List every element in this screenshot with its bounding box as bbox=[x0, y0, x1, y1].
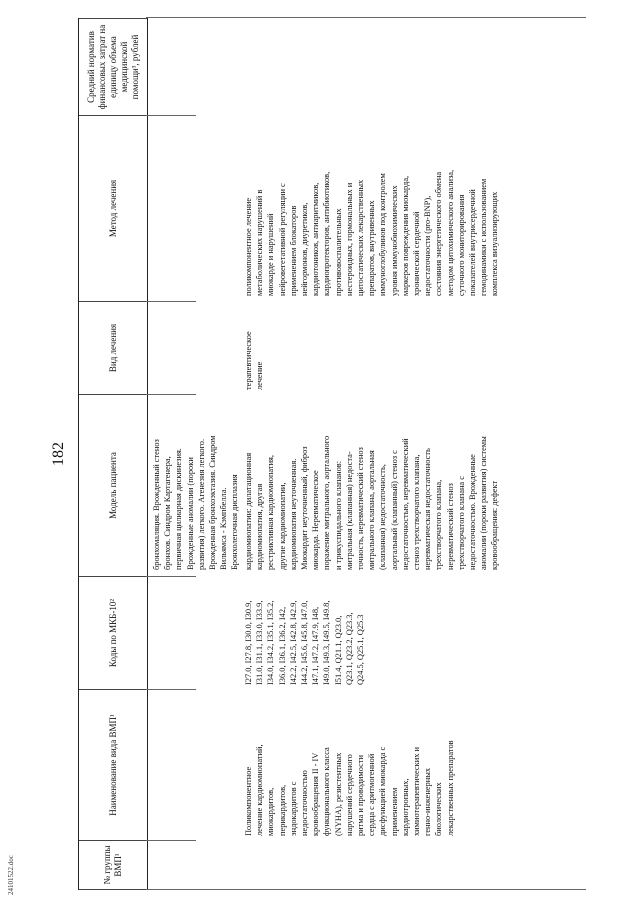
rotated-document-page bbox=[48, 18, 608, 890]
column-rule bbox=[146, 394, 196, 395]
column-rule bbox=[146, 689, 196, 690]
column-rule bbox=[146, 889, 586, 890]
cell-treatment-type: терапевтическое лечение bbox=[244, 331, 265, 390]
table-header bbox=[78, 18, 148, 890]
patient-model-continuation: бронхомаляция. Врожденный стеноз бронхов. Синдром Картагенера, первичная цилиарная дискинезия. Врожденные аномалии (пороки развития) легкого. Агенезия легкого. Врожденная бронхоэктазия. Синдром Вильямса - Кэмпбелла. Бронхолегочная дисплазия bbox=[152, 435, 240, 570]
header-group-number: № группы ВМП¹ bbox=[79, 841, 147, 890]
cell-patient-model: кардиомиопатии: дилатационная кардиомиопатия, другая рестриктивная кардиомиопатия, другие кардиомиопатии, кардиомиопатия неуточненная. Миокардит неуточненный, фиброз миокарда. Неревматическое поражение митрального, аортального и трикуспидального клапанов: митральная (клапанная) недоста- точность, неревматический стеноз митрального клапана, аортальная (клапанная) недостаточность, аортальный (клапанный) стеноз с недостаточностью, неревматический стеноз трехстворчатого клапана, неревматическая недостаточность трехстворчатого клапана, неревматический стеноз трехстворчатого клапана с недостаточностью. Врожденные аномалии (пороки развития) системы кровообращения: дефект bbox=[244, 435, 500, 570]
header-cost: Средний норматив финансовых затрат на единицу объема медицинской помощи³, рублей bbox=[79, 18, 147, 116]
column-rule bbox=[146, 576, 196, 577]
header-treatment-method: Метод лечения bbox=[79, 116, 147, 302]
header-hmp-type: Наименование вида ВМП¹ bbox=[79, 690, 147, 841]
header-icd-codes: Коды по МКБ-10² bbox=[79, 577, 147, 690]
document-id: 24101522.doc bbox=[7, 855, 15, 895]
cell-hmp-type: Поликомпонентное лечение кардиомиопатий, миокардитов, перикардитов, эндокардитов с недостаточностью кровообращения II - IV функционального класса (NYHA), резистентных нарушений сердечного ритма и проводимости сердца с аритмогенной дисфункцией миокарда с применением кардиотропных, химиотерапевтических и генно-инженерных биологических лекарственных препаратов bbox=[244, 740, 455, 836]
header-patient-model: Модель пациента bbox=[79, 395, 147, 577]
column-rule bbox=[146, 301, 196, 302]
header-treatment-type: Вид лечения bbox=[79, 302, 147, 395]
page-number: 182 bbox=[50, 442, 67, 466]
cell-icd-codes: I27.0, I27.8, I30.0, I30.9, I31.0, I31.1, I33.0, I33.9, I34.0, I34.2, I35.1, I35.2, I36.0, I36.1, I36.2, I42, I42.2, I42.5, I42.8, I42.9, I44.2, I45.6, I45.8, I47.0, I47.1, I47.2, I47.9, I48, I49.0, I49.3, I49.5, I49.8, I51.4, Q21.1, Q23.0, Q23.1, Q23.2, Q23.3, Q24.5, Q25.1, Q25.3 bbox=[244, 600, 366, 685]
cell-treatment-method: поликомпонентное лечение метаболических нарушений в миокарде и нарушений нейровегетативной регуляции с применением блокаторов нейгормонов, диуретиков, кардиотоников, антиаритмиков, кардиопротекторов, антибиотиков, противовоспалительных нестероидных, гормональных и цитостатических лекарственных препаратов, внутривенных иммуноглобулинов под контролем уровня иммунобиохимических маркеров повреждения миокарда, хронической сердечной недостаточности (pro-BNP), состояния энергетического обмена методом цитохимического анализа, суточного мониторирования показателей внутрисердечной гемодинамики с использованием комплекса визуализирующих bbox=[244, 169, 500, 296]
column-rule bbox=[146, 840, 196, 841]
document-id-footer bbox=[6, 815, 18, 895]
column-rule bbox=[146, 115, 196, 116]
column-rule bbox=[146, 17, 586, 18]
